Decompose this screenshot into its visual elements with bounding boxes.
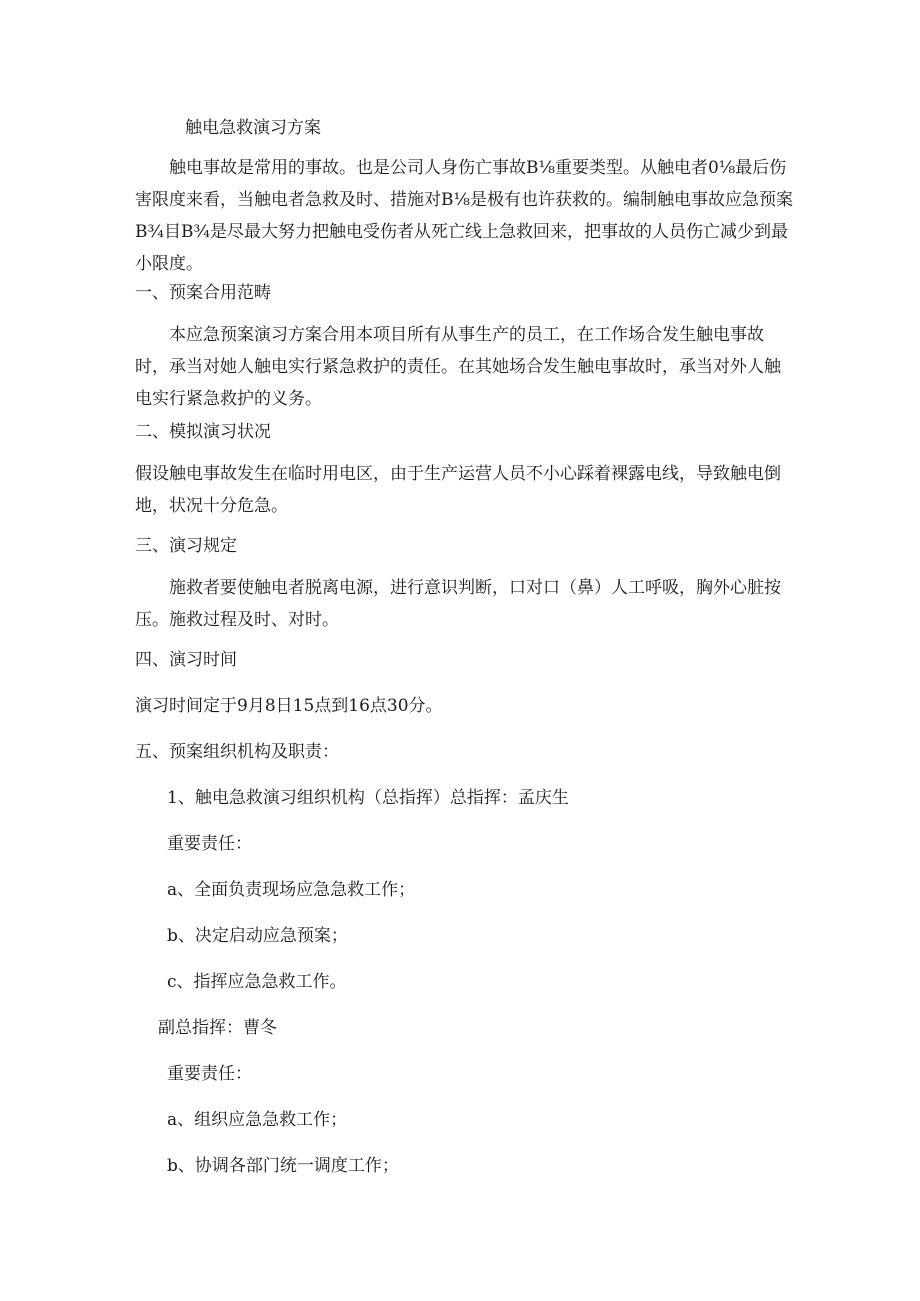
deputy-duties-label: 重要责任：	[167, 1064, 252, 1084]
duties-label: 重要责任：	[167, 834, 252, 854]
intro-paragraph: 触电事故是常用的事故。也是公司人身伤亡事故B⅛重要类型。从触电者0⅛最后伤害限度来看，当触电者急救及时、措施对B⅛是极有也许获救的。编制触电事故应急预案B¾目B¾是尽最大努力把触电受伤者从死亡线上急救回来，把事故的人员伤亡减少到最小限度。	[135, 158, 793, 274]
section-heading-5: 五、预案组织机构及职责：	[135, 742, 339, 762]
commander-line: 1、触电急救演习组织机构（总指挥）总指挥：孟庆生	[167, 788, 569, 808]
deputy-duty-a: a、组织应急急救工作；	[167, 1110, 348, 1130]
deputy-line: 副总指挥：曹冬	[158, 1018, 277, 1038]
section-heading-4: 四、演习时间	[135, 650, 237, 670]
section-body-1: 本应急预案演习方案合用本项目所有从事生产的员工，在工作场合发生触电事故时，承当对她人触电实行紧急救护的责任。在其她场合发生触电事故时，承当对外人触电实行紧急救护的义务。	[135, 325, 781, 409]
section-body-3: 施救者要使触电者脱离电源，进行意识判断，口对口（鼻）人工呼吸，胸外心脏按压。施救过程及时、对时。	[135, 578, 781, 630]
commander-duty-c: c、指挥应急急救工作。	[167, 972, 347, 992]
section-body-4: 演习时间定于9月8日15点到16点30分。	[135, 696, 443, 716]
section-heading-1: 一、预案合用范畴	[135, 283, 271, 303]
section-heading-3: 三、演习规定	[135, 536, 237, 556]
document-title: 触电急救演习方案	[185, 118, 321, 138]
section-heading-2: 二、模拟演习状况	[135, 422, 271, 442]
commander-duty-b: b、决定启动应急预案；	[167, 926, 348, 946]
deputy-duty-b: b、协调各部门统一调度工作；	[167, 1156, 399, 1176]
commander-duty-a: a、全面负责现场应急急救工作；	[167, 880, 416, 900]
section-body-2: 假设触电事故发生在临时用电区，由于生产运营人员不小心踩着裸露电线，导致触电倒地，状况十分危急。	[135, 464, 781, 516]
